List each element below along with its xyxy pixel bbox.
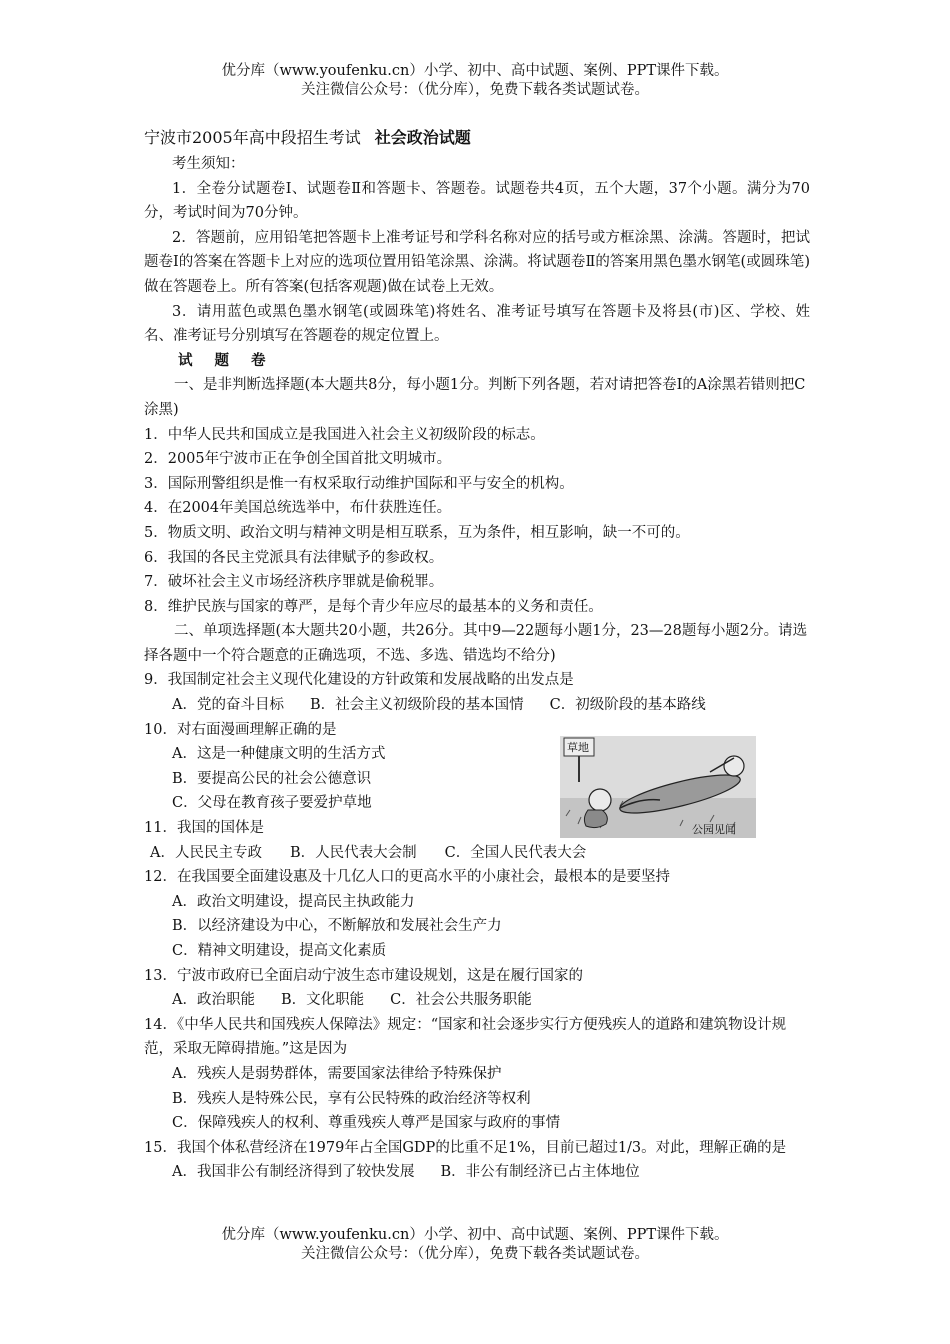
question-1: 1．中华人民共和国成立是我国进入社会主义初级阶段的标志。 — [144, 426, 545, 443]
q14-option-a: A．残疾人是弱势群体，需要国家法律给予特殊保护 — [172, 1065, 502, 1082]
q9-option-a: A．党的奋斗目标 — [172, 697, 284, 714]
question-4: 4．在2004年美国总统选举中，布什获胜连任。 — [144, 500, 452, 517]
header-line-2: 关注微信公众号：（优分库），免费下载各类试题试卷。 — [301, 82, 649, 98]
question-14: 14．《中华人民共和国残疾人保障法》规定：“国家和社会逐步实行方便残疾人的道路和建筑物设计规范，采取无障碍措施。”这是因为 — [144, 1016, 787, 1058]
question-9: 9．我国制定社会主义现代化建设的方针政策和发展战略的出发点是 — [144, 672, 574, 689]
notice-item-1: 1．全卷分试题卷Ⅰ、试题卷Ⅱ和答题卡、答题卷。试题卷共4页，五个大题，37个小题。满分为70分，考试时间为70分钟。 — [144, 180, 810, 222]
question-9-options — [144, 693, 810, 718]
exam-content — [144, 124, 810, 1185]
park-cartoon-image — [560, 736, 756, 838]
question-10: 10．对右面漫画理解正确的是 — [144, 721, 337, 738]
q10-option-b: B．要提高公民的社会公德意识 — [172, 770, 372, 787]
notice-item-3: 3．请用蓝色或黑色墨水钢笔(或圆珠笔)将姓名、准考证号填写在答题卡及将县(市)区、学校、姓名、准考证号分别填写在答题卷的规定位置上。 — [144, 303, 810, 345]
exam-title — [144, 124, 810, 152]
q14-option-c: C．保障残疾人的权利、尊重残疾人尊严是国家与政府的事情 — [172, 1115, 561, 1132]
q14-option-b: B．残疾人是特殊公民，享有公民特殊的政治经济等权利 — [172, 1090, 531, 1107]
question-3: 3．国际刑警组织是惟一有权采取行动维护国际和平与安全的机构。 — [144, 475, 574, 492]
notice-item-2: 2．答题前，应用铅笔把答题卡上准考证号和学科名称对应的括号或方框涂黑、涂满。答题时，把试题卷Ⅰ的答案在答题卡上对应的选项位置用铅笔涂黑、涂满。将试题卷Ⅱ的答案用黑色墨水钢笔(或圆珠笔)做在答题卷上。所有答案(包括客观题)做在试卷上无效。 — [144, 229, 810, 295]
q11-option-b: B．人民代表大会制 — [289, 844, 417, 861]
question-6: 6．我国的各民主党派具有法律赋予的参政权。 — [144, 549, 444, 566]
q13-option-a: A．政治职能 — [172, 992, 255, 1009]
cartoon-sign-text: 草地 — [567, 741, 589, 754]
q10-option-c: C．父母在教育孩子要爱护草地 — [172, 795, 372, 812]
title-subject: 社会政治试题 — [374, 128, 471, 147]
question-12: 12．在我国要全面建设惠及十几亿人口的更高水平的小康社会，最根本的是要坚持 — [144, 869, 670, 886]
footer-line-1: 优分库（www.youfenku.cn）小学、初中、高中试题、案例、PPT课件下载。 — [221, 1227, 729, 1243]
section2-intro: 二、单项选择题(本大题共20小题，共26分。其中9—22题每小题1分，23—28题每小题2分。请选择各题中一个符合题意的正确选项，不选、多选、错选均不给分) — [144, 623, 808, 664]
notice-heading: 考生须知： — [172, 156, 245, 172]
q11-option-c: C．全国人民代表大会 — [444, 844, 587, 861]
q12-option-b: B．以经济建设为中心，不断解放和发展社会生产力 — [172, 918, 502, 935]
q9-option-b: B．社会主义初级阶段的基本国情 — [309, 697, 524, 714]
section1-intro: 一、是非判断选择题(本大题共8分，每小题1分。判断下列各题，若对请把答卷Ⅰ的A涂黑若错则把C涂黑) — [144, 377, 806, 418]
question-11-options — [144, 841, 810, 866]
question-7: 7．破坏社会主义市场经济秩序罪就是偷税罪。 — [144, 574, 444, 591]
title-main: 宁波市2005年高中段招生考试 — [144, 128, 361, 147]
question-2: 2．2005年宁波市正在争创全国首批文明城市。 — [144, 451, 452, 468]
q15-option-a: A．我国非公有制经济得到了较快发展 — [172, 1164, 415, 1181]
q11-option-a: A．人民民主专政 — [150, 844, 262, 861]
question-15: 15．我国个体私营经济在1979年占全国GDP的比重不足1%，目前已超过1/3。对此，理解正确的是 — [144, 1139, 787, 1156]
q13-option-b: B．文化职能 — [280, 992, 365, 1009]
question-5: 5．物质文明、政治文明与精神文明是相互联系，互为条件，相互影响，缺一不可的。 — [144, 524, 690, 541]
page-footer — [0, 1226, 950, 1264]
cartoon-caption: 公园见闻 — [692, 823, 736, 836]
paper-heading: 试题卷 — [178, 351, 288, 369]
q12-option-a: A．政治文明建设，提高民主执政能力 — [172, 893, 415, 910]
q13-option-c: C．社会公共服务职能 — [390, 992, 532, 1009]
footer-line-2: 关注微信公众号：（优分库），免费下载各类试题试卷。 — [301, 1246, 649, 1262]
question-8: 8．维护民族与国家的尊严，是每个青少年应尽的最基本的义务和责任。 — [144, 598, 603, 615]
question-13-options — [144, 988, 810, 1013]
q15-option-b: B．非公有制经济已占主体地位 — [440, 1164, 640, 1181]
q10-option-a: A．这是一种健康文明的生活方式 — [172, 746, 386, 763]
question-15-options — [144, 1160, 810, 1185]
question-11: 11．我国的国体是 — [144, 820, 264, 837]
q9-option-c: C．初级阶段的基本路线 — [549, 697, 706, 714]
question-13: 13．宁波市政府已全面启动宁波生态市建设规划，这是在履行国家的 — [144, 967, 583, 984]
q12-option-c: C．精神文明建设，提高文化素质 — [172, 943, 387, 959]
page-header — [0, 62, 950, 100]
header-line-1: 优分库（www.youfenku.cn）小学、初中、高中试题、案例、PPT课件下载。 — [221, 63, 729, 79]
